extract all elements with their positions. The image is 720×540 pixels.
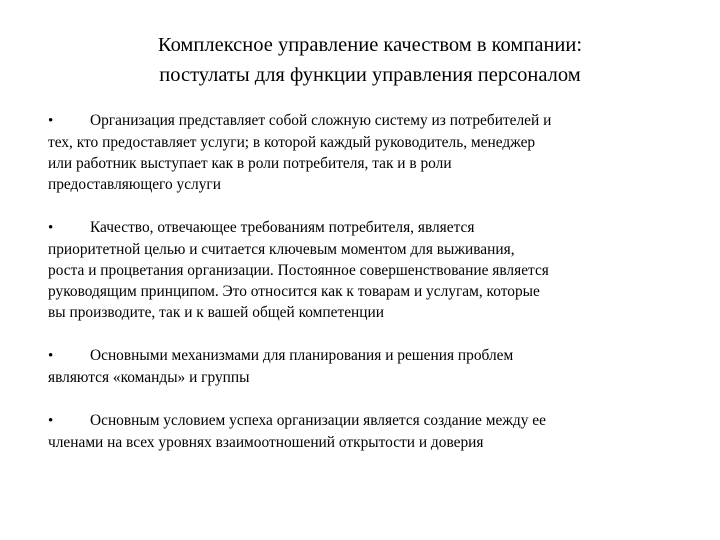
slide-title-line-1: Комплексное управление качеством в компании: — [157, 34, 583, 56]
bullet-item-1-line-1: • Организация представляет собой сложную систему из потребителей и — [48, 110, 688, 132]
bullet-item-1 — [48, 110, 688, 195]
bullet-icon: • — [48, 220, 54, 236]
bullet-item-1-line-2: тех, кто предоставляет услуги; в которой каждый руководитель, менеджер — [48, 134, 536, 151]
bullet-icon: • — [48, 348, 54, 364]
slide-title-line-2: постулаты для функции управления персоналом — [159, 64, 581, 86]
bullet-item-4-line-1: • Основным условием успеха организации является создание между ее — [48, 410, 688, 432]
bullet-item-2-line-3: роста и процветания организации. Постоянное совершенствование является — [48, 262, 549, 279]
bullet-item-3-line-2: являются «команды» и группы — [48, 369, 250, 386]
bullet-item-2 — [48, 217, 688, 323]
bullet-item-2-line-2: приоритетной целью и считается ключевым моментом для выживания, — [48, 241, 515, 258]
bullet-item-4 — [48, 410, 688, 453]
bullet-item-1-line-3: или работник выступает как в роли потребителя, так и в роли — [48, 155, 452, 172]
bullet-list — [48, 110, 688, 453]
bullet-item-2-line-4: руководящим принципом. Это относится как к товарам и услугам, которые — [48, 283, 540, 300]
bullet-item-2-line-5: вы производите, так и к вашей общей компетенции — [48, 304, 384, 321]
slide-title — [60, 30, 680, 90]
bullet-icon: • — [48, 413, 54, 429]
bullet-item-1-line-4: предоставляющего услуги — [48, 176, 221, 193]
bullet-item-2-line-1: • Качество, отвечающее требованиям потребителя, является — [48, 217, 688, 239]
bullet-item-3-line-1: • Основными механизмами для планирования и решения проблем — [48, 345, 688, 367]
bullet-item-3 — [48, 345, 688, 388]
bullet-item-4-line-2: членами на всех уровнях взаимоотношений открытости и доверия — [48, 434, 484, 451]
bullet-icon: • — [48, 113, 54, 129]
